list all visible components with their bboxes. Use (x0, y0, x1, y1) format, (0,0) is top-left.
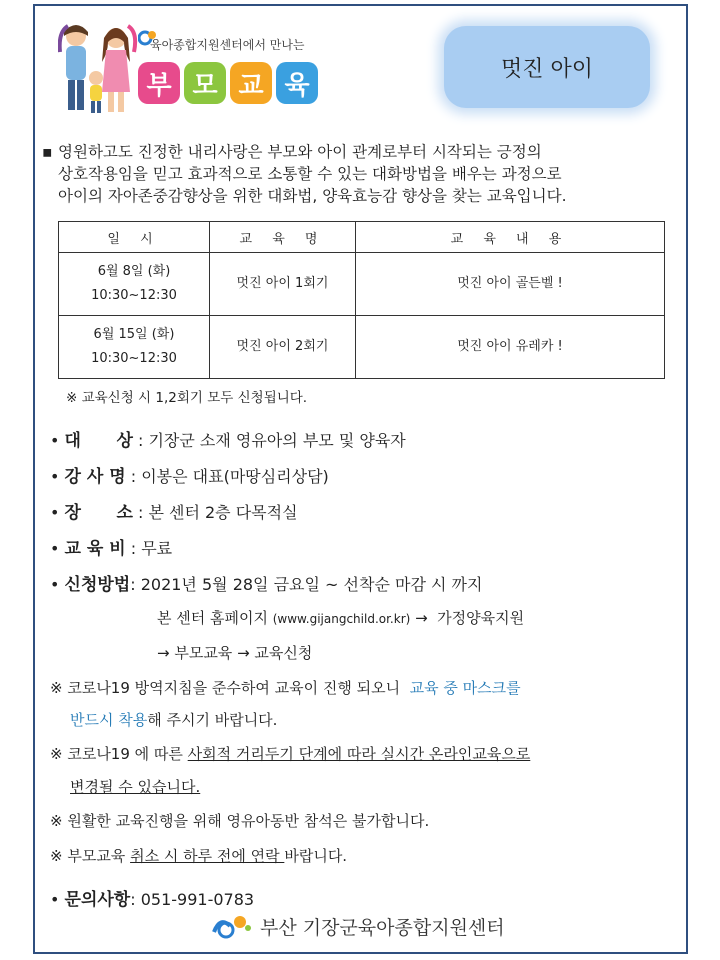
target-value: : 기장군 소재 영유아의 부모 및 양육자 (137, 431, 406, 450)
intro-text (42, 141, 692, 207)
notice-mask-end: 해 주시기 바랍니다. (147, 711, 278, 729)
table-row (59, 316, 665, 379)
fee-value: : 무료 (130, 539, 173, 558)
lecturer-value: : 이봉은 대표(마땅심리상담) (130, 467, 329, 486)
title-tile-4: 육 (276, 62, 318, 104)
title-tile-1: 부 (138, 62, 180, 104)
date-cell (59, 316, 210, 379)
info-apply: • 신청방법: 2021년 5월 28일 금요일 ~ 선착순 마감 시 까지 (50, 575, 483, 595)
notice-online-2: 변경될 수 있습니다. (70, 778, 201, 796)
notice-cancel-underline: 취소 시 하루 전에 연락 (130, 847, 285, 865)
apply-line-3: → 부모교육 → 교육신청 (157, 644, 313, 662)
fee-label: 교 육 비 (64, 539, 126, 559)
notice-mask-highlight: 교육 중 마스크를 (409, 679, 521, 697)
time-text: 10:30~12:30 (91, 351, 177, 366)
target-label: 대 상 (64, 431, 133, 451)
notice-mask-text: ※ 코로나19 방역지침을 준수하여 교육이 진행 되오니 (50, 679, 410, 697)
program-badge: 멋진 아이 (444, 26, 650, 108)
footer-org: 부산 기장군육아종합지원센터 (260, 916, 505, 939)
notice-online-text: ※ 코로나19 에 따른 (50, 745, 188, 763)
col-header-name: 교 육 명 (210, 222, 356, 253)
notice-mask-1 (50, 677, 521, 698)
notice-mask-2 (70, 709, 277, 730)
time-text: 10:30~12:30 (91, 288, 177, 303)
apply-line-2 (157, 607, 524, 628)
header-subtitle: 육아종합지원센터에서 만나는 (150, 38, 305, 52)
schedule-table (58, 221, 665, 379)
apply-value: : 2021년 5월 28일 금요일 ~ 선착순 마감 시 까지 (130, 575, 483, 594)
col-header-date: 일 시 (59, 222, 210, 253)
contact-value: : 051-991-0783 (130, 890, 255, 909)
schedule-note: ※ 교육신청 시 1,2회기 모두 신청됩니다. (66, 390, 308, 406)
lecturer-label: 강 사 명 (64, 467, 126, 487)
notice-online-underline: 사회적 거리두기 단계에 따라 실시간 온라인교육으로 (187, 745, 531, 763)
notice-mask-highlight-2: 반드시 착용 (70, 711, 148, 729)
table-header-row (59, 222, 665, 253)
contact-info: • 문의사항: 051-991-0783 (50, 890, 255, 910)
center-logo-icon (210, 912, 254, 940)
info-place: • 장 소 : 본 센터 2층 다목적실 (50, 503, 298, 523)
apply-line2-path: → 가정양육지원 (410, 609, 525, 627)
date-text: 6월 8일 (화) (97, 264, 171, 279)
place-label: 장 소 (64, 503, 133, 523)
notice-cancel-text: ※ 부모교육 (50, 847, 131, 865)
notice-cancel-end: 바랍니다. (284, 847, 348, 865)
intro-line-2: 상호작용임을 믿고 효과적으로 소통할 수 있는 대화방법을 배우는 과정으로 (58, 165, 562, 183)
notice-online-1 (50, 743, 530, 764)
table-row (59, 253, 665, 316)
apply-line2-text: 본 센터 홈페이지 (157, 609, 273, 627)
date-text: 6월 15일 (화) (93, 327, 175, 342)
info-lecturer: • 강 사 명 : 이봉은 대표(마땅심리상담) (50, 467, 329, 487)
footer (210, 912, 505, 940)
name-cell: 멋진 아이 1회기 (210, 253, 356, 316)
title-tile-2: 모 (184, 62, 226, 104)
contact-label: 문의사항 (64, 890, 131, 910)
content-cell: 멋진 아이 골든벨 ! (356, 253, 665, 316)
info-target: • 대 상 : 기장군 소재 영유아의 부모 및 양육자 (50, 431, 406, 451)
intro-line-1: 영원하고도 진정한 내리사랑은 부모와 아이 관계로부터 시작되는 긍정의 (58, 143, 542, 161)
notice-cancel (50, 845, 347, 866)
title-tiles (138, 62, 318, 104)
place-value: : 본 센터 2층 다목적실 (137, 503, 298, 522)
square-bullet-icon: ▪ (42, 143, 53, 161)
title-tile-3: 교 (230, 62, 272, 104)
col-header-content: 교 육 내 용 (356, 222, 665, 253)
homepage-url: (www.gijangchild.or.kr) (272, 612, 411, 626)
date-cell (59, 253, 210, 316)
family-icon (58, 22, 138, 122)
name-cell: 멋진 아이 2회기 (210, 316, 356, 379)
apply-label: 신청방법 (64, 575, 131, 595)
intro-line-3: 아이의 자아존중감향상을 위한 대화법, 양육효능감 향상을 찾는 교육입니다. (58, 187, 567, 205)
content-cell: 멋진 아이 유레카 ! (356, 316, 665, 379)
info-fee: • 교 육 비 : 무료 (50, 539, 173, 559)
notice-no-children: ※ 원활한 교육진행을 위해 영유아동반 참석은 불가합니다. (50, 812, 430, 830)
